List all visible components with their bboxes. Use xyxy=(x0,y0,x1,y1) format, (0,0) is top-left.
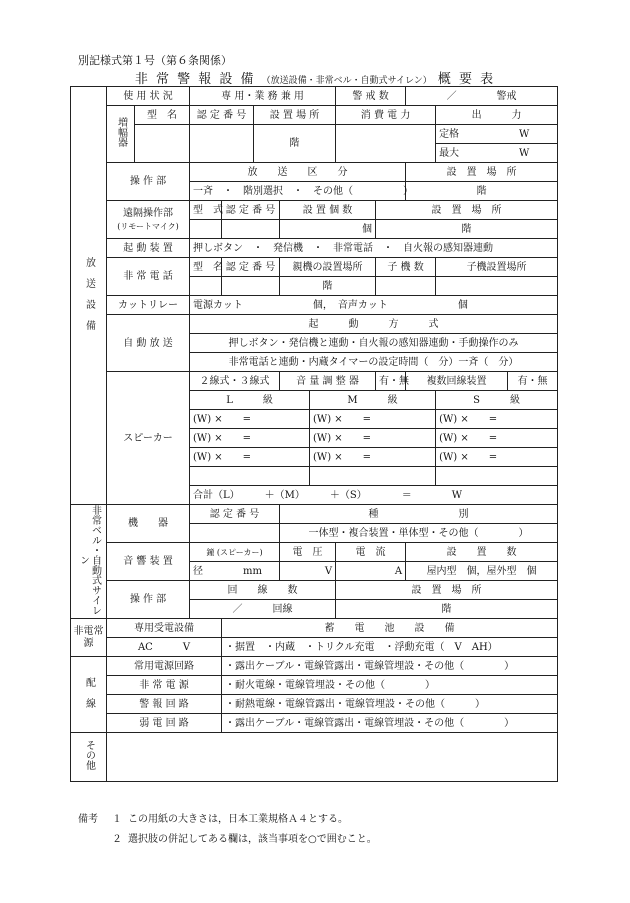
phone-cert-value[interactable] xyxy=(222,277,280,296)
remote-count-label: 設 置 個 数 xyxy=(280,201,376,220)
wiring-value[interactable]: ・耐火電線・電線管埋設・その他（ ） xyxy=(222,676,558,695)
zone-value[interactable]: 一斉 ・ 階別選択 ・ その他（ ） xyxy=(190,182,406,201)
class-s-label: S 級 xyxy=(436,391,558,410)
other-section: その他 xyxy=(71,733,107,782)
alert-count-value[interactable]: ／ 警戒 xyxy=(406,87,558,106)
bell-console-label: 操 作 部 xyxy=(107,581,190,619)
summary-table xyxy=(70,86,558,782)
bell-cert-value[interactable] xyxy=(190,524,280,543)
s-watt-row[interactable]: (W) × = xyxy=(436,448,558,467)
bell-loc-label: 設 置 場 所 xyxy=(336,581,558,600)
cut-relay-label: カットリレー xyxy=(107,296,190,315)
circuit-count-value[interactable]: ／ 回線 xyxy=(190,600,336,619)
amp-location-value[interactable]: 階 xyxy=(254,125,336,163)
remote-label: 遠隔操作部 (リモートマイク) xyxy=(107,201,190,239)
title-sub: （放送設備・非常ベル・自動式サイレン） xyxy=(261,76,432,86)
diameter-value[interactable]: 径 mm xyxy=(190,562,280,581)
other-value[interactable] xyxy=(107,733,558,782)
broadcast-section: 放 送 設 備 xyxy=(71,87,107,505)
volume-adjuster-label: 音 量 調 整 器 xyxy=(280,372,376,391)
speaker-spacer xyxy=(436,467,558,486)
ac-value[interactable]: AC V xyxy=(107,638,222,657)
bell-speaker-label: 鐘 (スピーカー) xyxy=(190,543,280,562)
bell-loc-value[interactable]: 階 xyxy=(336,600,558,619)
emergency-power-section: 非電常源 xyxy=(71,619,107,657)
wire-type[interactable]: ２線式・３線式 xyxy=(190,372,280,391)
battery-label: 蓄 電 池 設 備 xyxy=(222,619,558,638)
remote-loc-label: 設 置 場 所 xyxy=(376,201,558,220)
phone-slave-loc-value[interactable] xyxy=(436,277,558,296)
alert-count-label: 警 戒 数 xyxy=(336,87,406,106)
auto-head: 起 動 方 式 xyxy=(190,315,558,334)
count-value[interactable]: 屋内型 個，屋外型 個 xyxy=(406,562,558,581)
phone-model-label: 型 名 xyxy=(190,258,222,277)
start-value[interactable]: 押しボタン ・ 発信機 ・ 非常電話 ・ 自火報の感知器連動 xyxy=(190,239,558,258)
console-loc-label: 設 置 場 所 xyxy=(406,163,558,182)
voltage-label: 電 圧 xyxy=(280,543,336,562)
usage-value[interactable]: 専 用・業 務 兼 用 xyxy=(190,87,336,106)
speaker-total[interactable]: 合計（L） ＋（M） ＋（S） ＝ W xyxy=(190,486,558,505)
auto-line-1[interactable]: 押しボタン・発信機と連動・自火報の感知器連動・手動操作のみ xyxy=(190,334,558,353)
notes-label: 備考 xyxy=(78,814,98,825)
phone-slave-count-value[interactable] xyxy=(376,277,436,296)
start-label: 起 動 装 置 xyxy=(107,239,190,258)
bell-kind-value[interactable]: 一体型・複合装置・単体型・その他（ ） xyxy=(280,524,558,543)
title-tail: 概 要 表 xyxy=(437,72,496,87)
s-watt-row[interactable]: (W) × = xyxy=(436,410,558,429)
amp-rated[interactable]: 定格 W xyxy=(436,125,558,144)
zone-label: 放 送 区 分 xyxy=(190,163,406,182)
cut-relay-value[interactable]: 電源カット 個， 音声カット 個 xyxy=(190,296,558,315)
note-item: ２ 選択肢の併記してある欄は，該当事項を○で囲むこと。 xyxy=(112,834,377,845)
l-watt-row[interactable]: (W) × = xyxy=(190,429,310,448)
bell-kind-label: 種 別 xyxy=(280,505,558,524)
wiring-section: 配 線 xyxy=(71,657,107,733)
remote-cert-label: 認 定 番 号 xyxy=(222,201,280,220)
wiring-label: 非 常 電 源 xyxy=(107,676,222,695)
speaker-spacer xyxy=(190,467,310,486)
bell-device-label: 機 器 xyxy=(107,505,190,543)
class-l-label: L 級 xyxy=(190,391,310,410)
m-watt-row[interactable]: (W) × = xyxy=(310,410,436,429)
volume-yes-no[interactable]: 有・無 xyxy=(376,372,406,391)
current-label: 電 流 xyxy=(336,543,406,562)
class-m-label: M 級 xyxy=(310,391,436,410)
speaker-label: スピーカー xyxy=(107,372,190,505)
wiring-label: 弱 電 回 路 xyxy=(107,714,222,733)
amp-max[interactable]: 最大 W xyxy=(436,144,558,163)
form-header: 別記様式第１号（第６条関係） xyxy=(78,54,232,67)
phone-cert-label: 認 定 番 号 xyxy=(222,258,280,277)
m-watt-row[interactable]: (W) × = xyxy=(310,429,436,448)
phone-model-value[interactable] xyxy=(190,277,222,296)
notes xyxy=(78,810,377,850)
note-item: 備考 １ この用紙の大きさは，日本工業規格Ａ４とする。 xyxy=(78,810,377,830)
amp-model-value[interactable] xyxy=(135,125,190,163)
remote-loc-value[interactable]: 階 xyxy=(376,220,558,239)
sound-device-label: 音 響 装 置 xyxy=(107,543,190,581)
wiring-value[interactable]: ・露出ケーブル・電線管露出・電線管埋設・その他（ ） xyxy=(222,657,558,676)
form-title xyxy=(0,68,630,87)
speaker-spacer xyxy=(310,467,436,486)
remote-type-label: 型 式 xyxy=(190,201,222,220)
m-watt-row[interactable]: (W) × = xyxy=(310,448,436,467)
wiring-label: 警 報 回 路 xyxy=(107,695,222,714)
amp-output-label: 出 力 xyxy=(436,106,558,125)
auto-line-2[interactable]: 非常電話と連動・内蔵タイマーの設定時間（ 分）一斉（ 分） xyxy=(190,353,558,372)
multi-yes-no[interactable]: 有・無 xyxy=(508,372,558,391)
l-watt-row[interactable]: (W) × = xyxy=(190,448,310,467)
voltage-value[interactable]: V xyxy=(280,562,336,581)
battery-value[interactable]: ・据置 ・内蔵 ・トリクル充電 ・浮動充電（ V AH） xyxy=(222,638,558,657)
usage-label: 使 用 状 況 xyxy=(107,87,190,106)
bell-cert-label: 認 定 番 号 xyxy=(190,505,280,524)
count-head: 設 置 数 xyxy=(406,543,558,562)
phone-label: 非 常 電 話 xyxy=(107,258,190,296)
l-watt-row[interactable]: (W) × = xyxy=(190,410,310,429)
multi-circuit-label: 複数回線装置 xyxy=(406,372,508,391)
amp-power-label: 消 費 電 力 xyxy=(336,106,436,125)
s-watt-row[interactable]: (W) × = xyxy=(436,429,558,448)
amp-label: 増幅器 xyxy=(107,106,135,163)
auto-broadcast-label: 自 動 放 送 xyxy=(107,315,190,372)
console-loc-value[interactable]: 階 xyxy=(406,182,558,201)
circuit-count-label: 回 線 数 xyxy=(190,581,336,600)
wiring-value[interactable]: ・露出ケーブル・電線管露出・電線管埋設・その他（ ） xyxy=(222,714,558,733)
wiring-label: 常用電源回路 xyxy=(107,657,222,676)
phone-master-loc-label: 親機の設置場所 xyxy=(280,258,376,277)
current-value[interactable]: A xyxy=(336,562,406,581)
remote-type-value[interactable] xyxy=(190,220,222,239)
remote-cert-value[interactable] xyxy=(222,220,280,239)
console-label: 操 作 部 xyxy=(107,163,190,201)
amp-power-value[interactable] xyxy=(336,125,436,163)
amp-location-label: 設 置 場 所 xyxy=(254,106,336,125)
amp-cert-value[interactable] xyxy=(190,125,254,163)
remote-count-value[interactable]: 個 xyxy=(280,220,376,239)
wiring-value[interactable]: ・耐熱電線・電線管露出・電線管埋設・その他（ ） xyxy=(222,695,558,714)
amp-model-label: 型 名 xyxy=(135,106,190,125)
phone-master-loc-value[interactable]: 階 xyxy=(280,277,376,296)
title-main: 非 常 警 報 設 備 xyxy=(134,72,256,87)
amp-cert-label: 認 定 番 号 xyxy=(190,106,254,125)
bell-section: 非常ベル・自動式サイレン xyxy=(71,505,107,619)
phone-slave-count-label: 子 機 数 xyxy=(376,258,436,277)
supply-label: 専用受電設備 xyxy=(107,619,222,638)
phone-slave-loc-label: 子機設置場所 xyxy=(436,258,558,277)
